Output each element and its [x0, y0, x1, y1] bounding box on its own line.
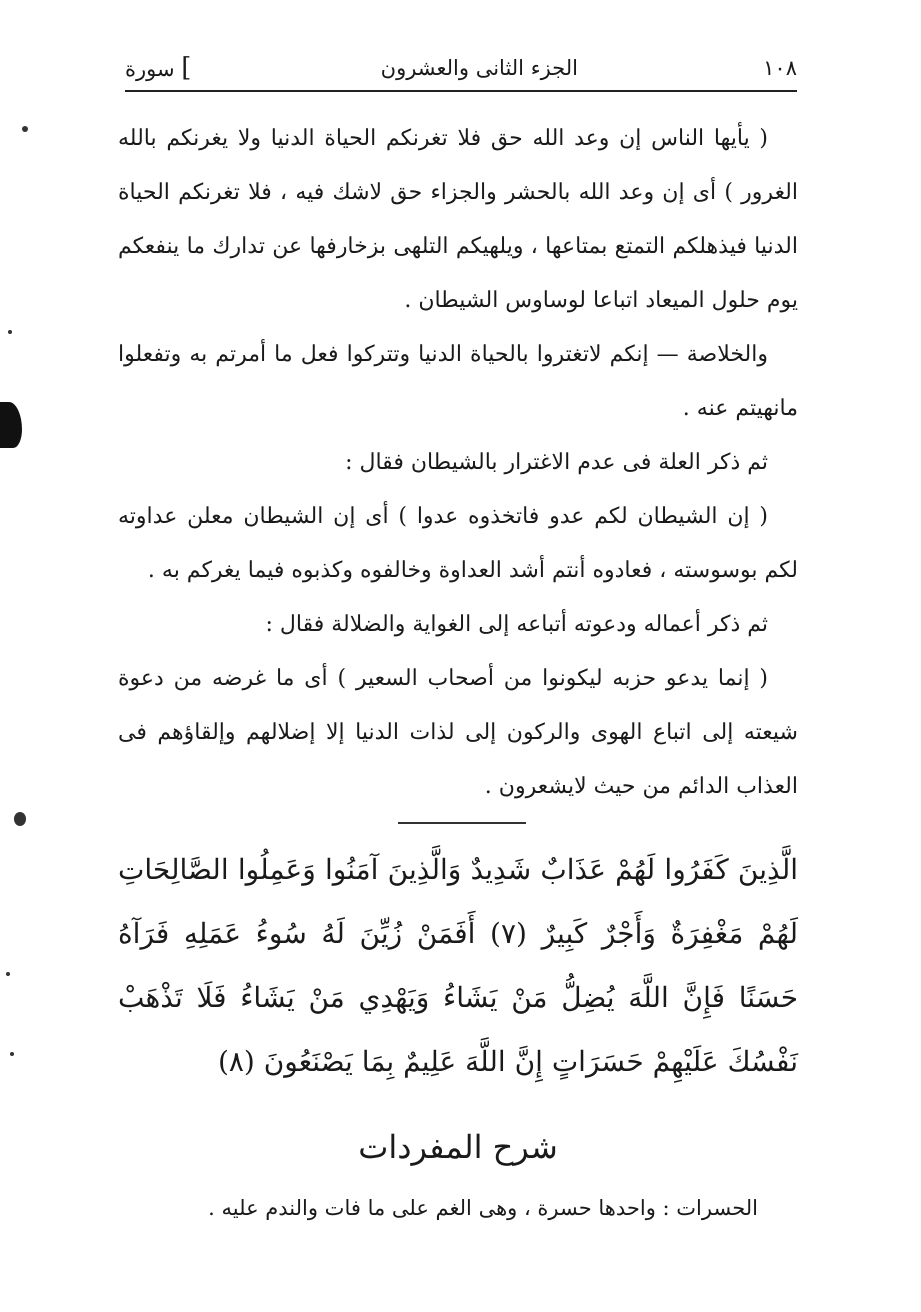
scan-speck: [22, 126, 28, 132]
scan-speck: [14, 812, 26, 826]
commentary-block-1: [118, 112, 798, 328]
paragraph-3: ثم ذكر العلة فى عدم الاغترار بالشيطان فقال :: [345, 450, 768, 475]
paragraph-2: والخلاصة — إنكم لاتغتروا بالحياة الدنيا وتتركوا فعل ما أمرتم به وتفعلوا مانهيتم عنه .: [118, 342, 798, 421]
header-rule: [125, 90, 797, 92]
scan-speck: [10, 1052, 14, 1056]
paragraph-4: ( إن الشيطان لكم عدو فاتخذوه عدوا ) أى إن الشيطان معلن عداوته لكم بوسوسته ، فعادوه أنتم أشد العداوة وخالفوه وكذبوه فيما يغركم به .: [118, 504, 798, 583]
page-number: ١٠٨: [763, 56, 797, 80]
commentary-block-3: [118, 436, 798, 814]
quran-verse: الَّذِينَ كَفَرُوا لَهُمْ عَذَابٌ شَدِيدٌ وَالَّذِينَ آمَنُوا وَعَمِلُوا الصَّالِحَاتِ لَهُمْ مَغْفِرَةٌ وَأَجْرٌ كَبِيرٌ (٧) أَفَمَنْ زُيِّنَ لَهُ سُوءُ عَمَلِهِ فَرَآهُ حَسَنًا فَإِنَّ اللَّهَ يُضِلُّ مَنْ يَشَاءُ وَيَهْدِي مَنْ يَشَاءُ فَلَا تَذْهَبْ نَفْسُكَ عَلَيْهِمْ حَسَرَاتٍ إِنَّ اللَّهَ عَلِيمٌ بِمَا يَصْنَعُونَ (٨): [118, 853, 798, 1078]
scan-speck: [6, 972, 10, 976]
scan-ink-blot: [0, 402, 22, 448]
scan-speck: [8, 330, 12, 334]
section-heading: شرح المفردات: [358, 1128, 558, 1166]
section-divider: [398, 822, 526, 824]
commentary-block-2: [118, 328, 798, 436]
page-header: [125, 46, 797, 90]
paragraph-1: ( يأيها الناس إن وعد الله حق فلا تغرنكم الحياة الدنيا ولا يغرنكم بالله الغرور ) أى إن وعد الله بالحشر والجزاء حق لاشك فيه ، فلا تغرنكم الحياة الدنيا فيذهلكم التمتع بمتاعها ، ويلهيكم التلهى بزخارفها عن تدارك ما ينفعكم يوم حلول الميعاد اتباعا لوساوس الشيطان .: [118, 126, 798, 313]
surah-label-wrap: [125, 53, 195, 83]
vocabulary-gloss: الحسرات : واحدها حسرة ، وهى الغم على ما فات والندم عليه .: [208, 1196, 758, 1220]
paragraph-6: ( إنما يدعو حزبه ليكونوا من أصحاب السعير ) أى ما غرضه من دعوة شيعته إلى اتباع الهوى والركون إلى لذات الدنيا إلا إضلالهم وإلقاؤهم فى العذاب الدائم من حيث لايشعرون .: [118, 666, 798, 799]
running-title: الجزء الثانى والعشرون: [380, 56, 578, 80]
surah-label: سورة: [125, 57, 175, 81]
paragraph-5: ثم ذكر أعماله ودعوته أتباعه إلى الغواية والضلالة فقال :: [265, 612, 768, 637]
bracket-mark: ]: [181, 53, 192, 83]
